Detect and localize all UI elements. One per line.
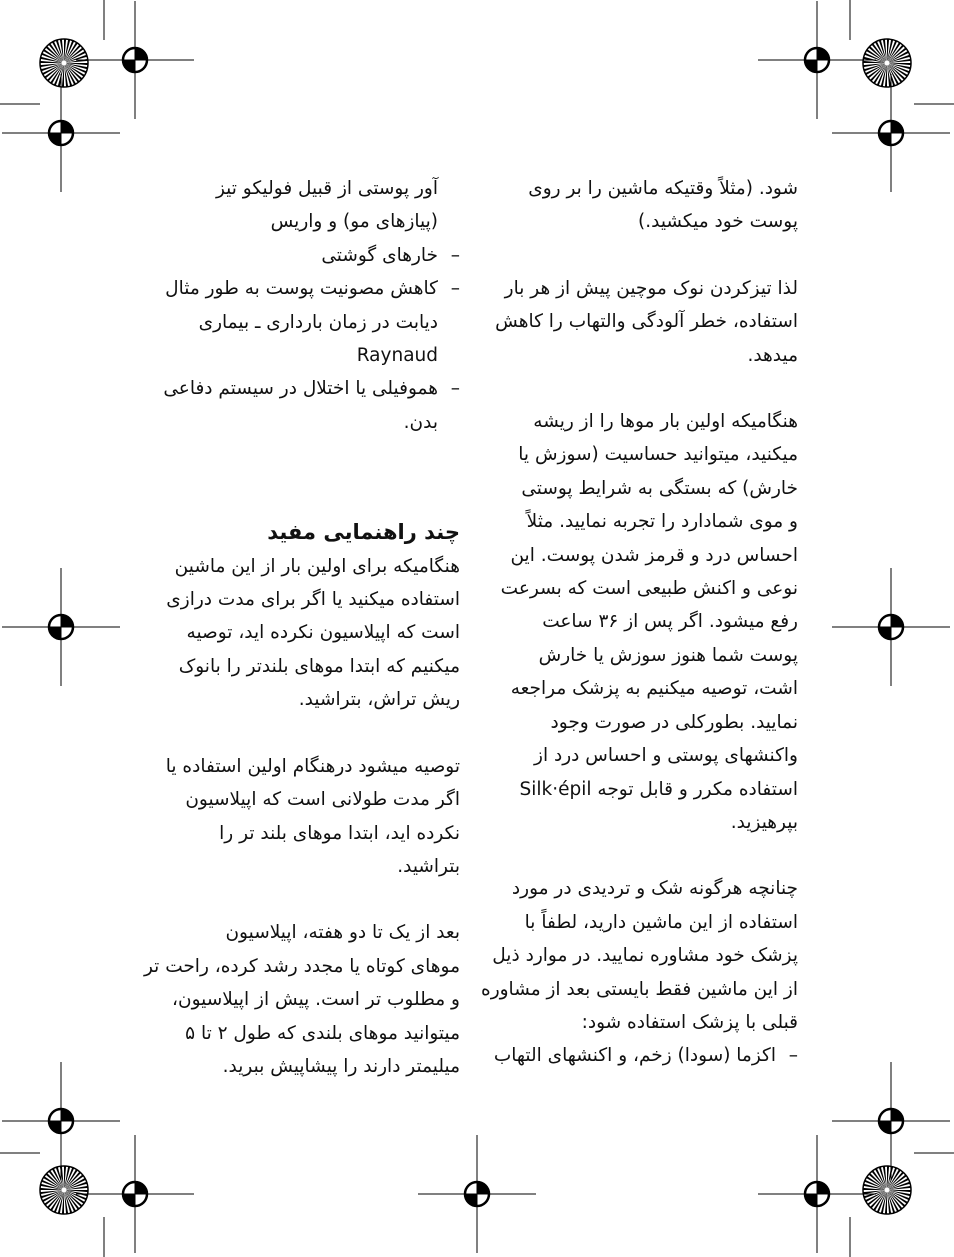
registration-target — [76, 1, 194, 119]
text-line: کاهش مصونیت پوست به طور مثال — [165, 278, 438, 300]
text-line: و مطلوب تر است. پیش از اپیلاسیون، — [172, 989, 460, 1011]
registration-target — [418, 1135, 536, 1253]
text-line: Raynaud — [356, 345, 438, 367]
text-line: و موی شمادارد را تجربه نمایید. مثلاً — [526, 511, 798, 533]
text-line: است که اپیلاسیون نکرده اید، توصیه — [186, 622, 460, 644]
text-line: بپرهیزید. — [730, 811, 798, 833]
text-line: استفاده از این ماشین دارید، لطفاً با — [524, 911, 798, 933]
text-line: خارهای گوشتی — [321, 244, 438, 266]
text-line: قبلی با پزشک استفاده شود: — [581, 1011, 798, 1033]
starburst-calibration — [40, 39, 88, 87]
text-line: میدهد. — [747, 344, 798, 366]
text-line: هنگامیکه برای اولین بار از این ماشین — [174, 555, 460, 577]
text-line: بتراشید. — [397, 855, 460, 877]
text-line: بعد از یک تا دو هفته، اپیلاسیون — [225, 922, 460, 944]
list-dash: – — [450, 378, 460, 400]
text-line: هموفیلی یا اختلال در سیستم دفاعی — [163, 378, 438, 400]
text-line: استفاده، خطر آلودگی والتهاب را کاهش — [495, 311, 798, 333]
list-item — [140, 239, 460, 272]
registration-target — [76, 1135, 194, 1253]
starburst-calibration — [40, 1166, 88, 1214]
text-line: پوست خود میکشید.) — [638, 211, 798, 233]
registration-target — [832, 568, 950, 686]
list-dash: – — [450, 244, 460, 266]
text-line: میکنید، میتوانید حساسیت (سوزش یا — [518, 444, 798, 466]
text-line: دیابت در زمان بارداری ـ بیماری — [198, 311, 438, 333]
text-column-left — [140, 172, 460, 1083]
text-line: میتوانید موهای بلندی که طول ۲ تا ۵ — [185, 1022, 460, 1044]
registration-target — [758, 1135, 876, 1253]
paragraph — [140, 750, 460, 884]
registration-target — [832, 74, 950, 192]
text-line: استفاده مکرر و قابل توجه Silk·épil — [519, 778, 798, 800]
text-line: اشت، توصیه میکنیم به پزشک مراجعه — [510, 678, 798, 700]
starburst-calibration — [863, 1166, 911, 1214]
text-line: چنانچه هرگونه شک و تردیدی در مورد — [511, 878, 798, 900]
registration-target — [758, 1, 876, 119]
paragraph — [140, 916, 460, 1083]
bullet-list — [480, 1039, 798, 1072]
list-dash: – — [450, 278, 460, 300]
text-line: آور پوستی از قبیل فولیکو تیز — [215, 178, 438, 199]
list-continuation — [140, 172, 460, 239]
text-line: پوست شما هنوز سوزش یا خارش — [538, 644, 798, 666]
starburst-calibration — [863, 39, 911, 87]
text-line: واکنشهای پوستی و احساس درد از — [534, 745, 798, 767]
text-column-right — [480, 172, 798, 1073]
text-line: ریش تراش، بتراشید. — [298, 689, 460, 711]
bullet-list — [140, 239, 460, 439]
registration-target — [2, 74, 120, 192]
text-line: پزشک خود مشاوره نمایید. در موارد ذیل — [492, 945, 798, 967]
text-line: از این ماشین فقط بایستی بعد از مشاوره — [481, 978, 798, 1000]
paragraph — [480, 405, 798, 839]
text-line: لذا تیزکردن نوک موچین پیش از هر بار — [504, 277, 798, 299]
text-line: (پیازهای مو) و واریس — [270, 211, 438, 233]
text-line: نوعی و اکنش طبیعی است که بسرعت — [500, 578, 798, 600]
text-line: رفع میشود. اگر پس از ۳۶ ساعت — [542, 611, 798, 633]
text-line: بدن. — [403, 411, 438, 433]
text-line: موهای کوتاه یا مجدد رشد کرده، راحت تر — [143, 955, 460, 977]
list-item — [140, 372, 460, 439]
registration-target — [832, 1062, 950, 1180]
list-item — [140, 272, 460, 372]
registration-target — [2, 1062, 120, 1180]
paragraph — [140, 550, 460, 717]
text-line: میلیمتر دارند را پیشاپیش ببرید. — [222, 1055, 460, 1077]
text-line: نمایید. بطورکلی در صورت وجود — [550, 711, 798, 733]
paragraph — [480, 272, 798, 372]
text-line: نکرده اید، ابتدا موهای بلند تر را — [219, 822, 460, 844]
paragraph — [480, 872, 798, 1039]
section-heading: چند راهنمایی مفید — [267, 520, 460, 545]
text-line: میکنیم که ابتدا موهای بلندتر را بانوک — [178, 655, 460, 677]
list-item — [480, 1039, 798, 1072]
text-line: شود. (مثلاً وقتیکه ماشین را بر روی — [528, 178, 798, 199]
text-line: هنگامیکه اولین بار موها را از ریشه — [533, 411, 798, 433]
text-line: اگر مدت طولانی است که اپیلاسیون — [185, 789, 460, 811]
list-dash: – — [788, 1045, 798, 1067]
text-line: استفاده میکنید یا اگر برای مدت درازی — [166, 589, 460, 611]
registration-target — [2, 568, 120, 686]
paragraph — [480, 172, 798, 239]
text-line: خارش) که بستگی به شرایط پوستی — [521, 477, 798, 499]
text-line: توصیه میشود درهنگام اولین استفاده یا — [165, 755, 460, 777]
text-line: احساس درد و قرمز شدن پوست. این — [510, 544, 798, 566]
text-line: اکزما (سودا) زخم، و اکنشهای التهاب — [493, 1045, 776, 1067]
